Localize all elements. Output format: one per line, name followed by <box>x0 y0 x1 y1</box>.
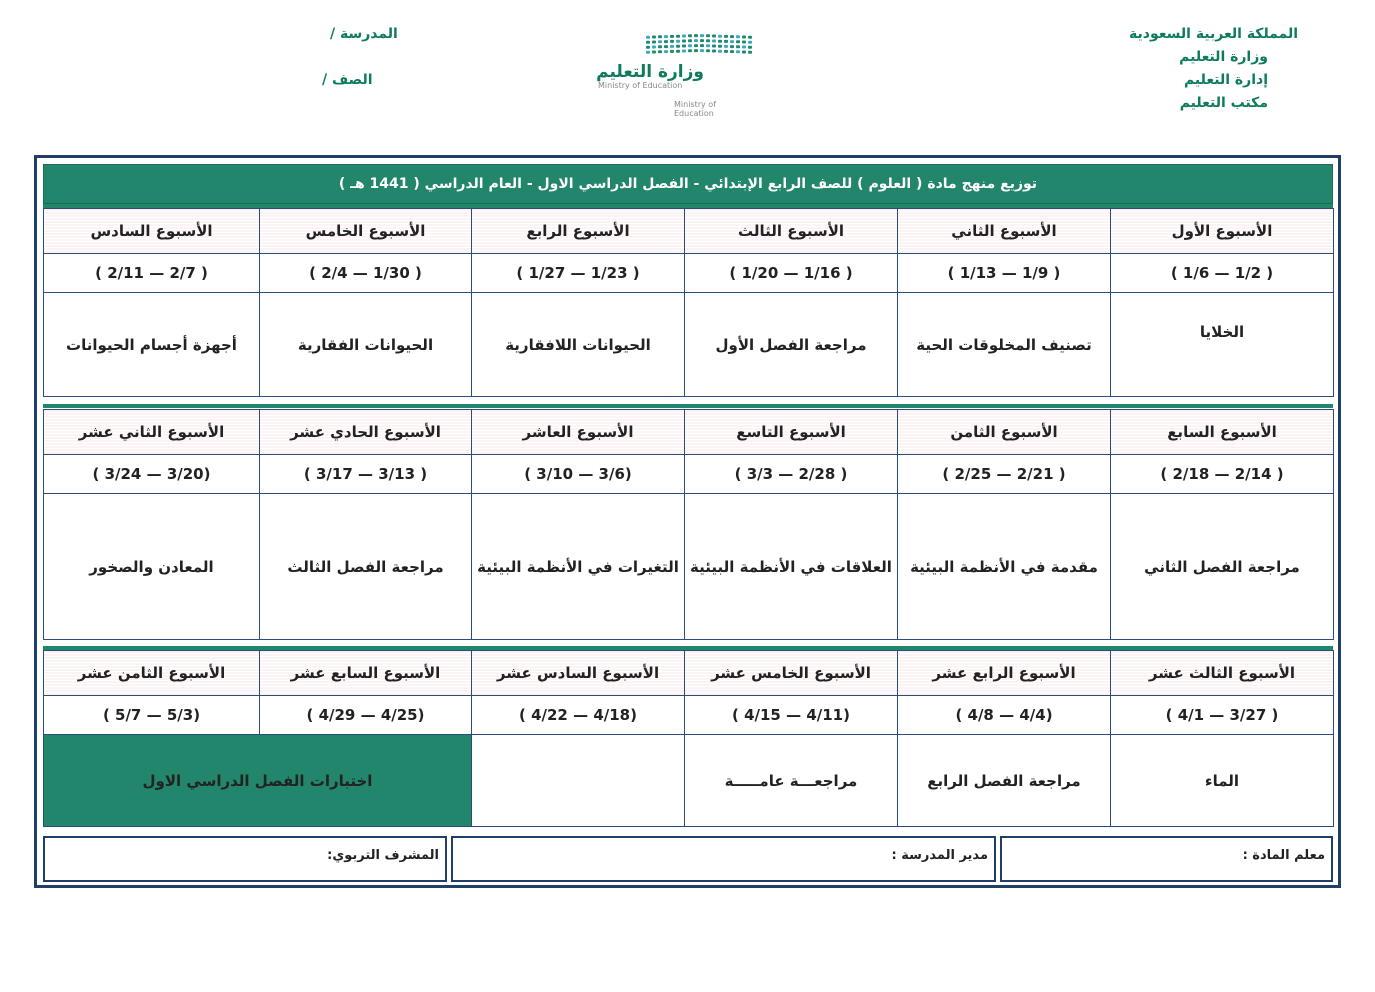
week-topic: مراجعة الفصل الثالث <box>260 494 472 640</box>
week-dates: ( 2/7 — 2/11 ) <box>44 254 260 293</box>
week-header: الأسبوع الرابع <box>472 209 685 254</box>
week-topic: الخلايا <box>1111 293 1334 397</box>
week-topic: العلاقات في الأنظمة البيئية <box>685 494 898 640</box>
week-dates: (4/4 — 4/8 ) <box>898 696 1111 735</box>
week-header: الأسبوع السابع عشر <box>260 651 472 696</box>
week-topic: مراجعـــة عامـــــة <box>685 735 898 827</box>
week-header: الأسبوع الخامس <box>260 209 472 254</box>
weeks-block-3 <box>43 650 1334 827</box>
week-header: الأسبوع الرابع عشر <box>898 651 1111 696</box>
divider-line <box>43 404 1333 408</box>
week-dates: ( 1/2 — 1/6 ) <box>1111 254 1334 293</box>
week-dates: ( 2/28 — 3/3 ) <box>685 455 898 494</box>
week-dates: (4/25 — 4/29 ) <box>260 696 472 735</box>
week-header: الأسبوع العاشر <box>472 410 685 455</box>
school-label: المدرسة / <box>330 26 398 42</box>
week-topic: الحيوانات اللافقارية <box>472 293 685 397</box>
week-dates: ( 2/14 — 2/18 ) <box>1111 455 1334 494</box>
week-dates: (3/20 — 3/24 ) <box>44 455 260 494</box>
week-dates: ( 1/23 — 1/27 ) <box>472 254 685 293</box>
week-header: الأسبوع الأول <box>1111 209 1334 254</box>
logo-arabic-text: وزارة التعليم <box>596 62 704 82</box>
logo-dots-icon <box>646 34 754 58</box>
week-dates: (4/11 — 4/15 ) <box>685 696 898 735</box>
week-topic: الحيوانات الفقارية <box>260 293 472 397</box>
week-dates: ( 1/30 — 2/4 ) <box>260 254 472 293</box>
exams-cell: اختبارات الفصل الدراسي الاول <box>44 735 472 827</box>
administration-label: إدارة التعليم <box>1183 72 1268 88</box>
table-title: توزيع منهج مادة ( العلوم ) للصف الرابع الإبتدائي - الفصل الدراسي الاول - العام الدراسي ( 1441 هـ ) <box>43 164 1333 204</box>
ministry-logo <box>596 30 756 118</box>
week-header: الأسبوع الخامس عشر <box>685 651 898 696</box>
week-topic: الماء <box>1111 735 1334 827</box>
week-dates: ( 3/13 — 3/17 ) <box>260 455 472 494</box>
week-topic: مراجعة الفصل الرابع <box>898 735 1111 827</box>
week-header: الأسبوع التاسع <box>685 410 898 455</box>
week-topic: المعادن والصخور <box>44 494 260 640</box>
week-topic <box>472 735 685 827</box>
office-label: مكتب التعليم <box>1179 95 1268 111</box>
principal-signature: مدير المدرسة : <box>451 836 996 882</box>
teacher-signature: معلم المادة : <box>1000 836 1333 882</box>
week-topic: تصنيف المخلوقات الحية <box>898 293 1111 397</box>
week-dates: ( 3/27 — 4/1 ) <box>1111 696 1334 735</box>
kingdom-label: المملكة العربية السعودية <box>1129 26 1298 42</box>
week-header: الأسبوع الثامن <box>898 410 1111 455</box>
week-header: الأسبوع السادس عشر <box>472 651 685 696</box>
week-header: الأسبوع الثاني عشر <box>44 410 260 455</box>
week-header: الأسبوع الثامن عشر <box>44 651 260 696</box>
weeks-block-1 <box>43 208 1334 397</box>
week-header: الأسبوع السابع <box>1111 410 1334 455</box>
class-label: الصف / <box>322 72 373 88</box>
week-dates: (3/6 — 3/10 ) <box>472 455 685 494</box>
week-topic: أجهزة أجسام الحيوانات <box>44 293 260 397</box>
week-topic: مراجعة الفصل الأول <box>685 293 898 397</box>
week-topic: التغيرات في الأنظمة البيئية <box>472 494 685 640</box>
week-topic: مقدمة في الأنظمة البيئية <box>898 494 1111 640</box>
curriculum-table <box>34 155 1341 888</box>
week-header: الأسبوع الحادي عشر <box>260 410 472 455</box>
week-dates: ( 1/16 — 1/20 ) <box>685 254 898 293</box>
week-dates: ( 1/9 — 1/13 ) <box>898 254 1111 293</box>
logo-english-text-secondary: Ministry of Education <box>674 100 716 118</box>
week-header: الأسبوع الثالث <box>685 209 898 254</box>
signature-footer <box>43 836 1333 882</box>
weeks-block-2 <box>43 409 1334 640</box>
week-dates: (5/3 — 5/7 ) <box>44 696 260 735</box>
supervisor-signature: المشرف التربوي: <box>43 836 447 882</box>
week-header: الأسبوع السادس <box>44 209 260 254</box>
ministry-label: وزارة التعليم <box>1179 49 1268 65</box>
week-header: الأسبوع الثاني <box>898 209 1111 254</box>
week-topic: مراجعة الفصل الثاني <box>1111 494 1334 640</box>
week-header: الأسبوع الثالث عشر <box>1111 651 1334 696</box>
week-dates: (4/18 — 4/22 ) <box>472 696 685 735</box>
week-dates: ( 2/21 — 2/25 ) <box>898 455 1111 494</box>
logo-english-text: Ministry of Education <box>598 81 683 90</box>
